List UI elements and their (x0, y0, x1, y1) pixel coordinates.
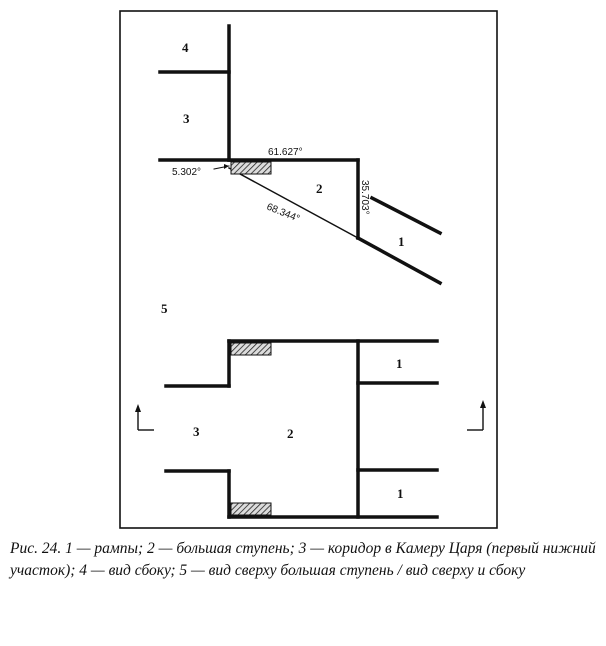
figure-caption: Рис. 24. 1 — рампы; 2 — большая ступень; 3 — коридор в Камеру Царя (первый нижний участок); 4 — вид сбоку; 5 — вид сверху большая ступень / вид сверху и сбоку (10, 540, 596, 579)
ramp-upper (372, 198, 440, 233)
hatched-block-bottom (231, 503, 271, 515)
side-label-1: 1 (398, 234, 405, 249)
top-label-1-upper: 1 (396, 356, 403, 371)
hatched-block-top (231, 343, 271, 355)
side-label-3: 3 (183, 111, 190, 126)
orientation-marker-right (467, 400, 486, 430)
measure-angle-small: 5.302° (172, 167, 202, 178)
measure-top-length: 61.627° (268, 147, 303, 158)
top-label-5: 5 (161, 301, 168, 316)
side-label-2: 2 (316, 181, 323, 196)
figure-frame (120, 11, 497, 528)
measure-vertical: 35.703° (359, 180, 370, 215)
side-label-4: 4 (182, 40, 189, 55)
top-label-3: 3 (193, 424, 200, 439)
slope-line (229, 168, 358, 238)
hatched-block-side (231, 162, 271, 174)
top-label-1-lower: 1 (397, 486, 404, 501)
orientation-marker-left (135, 404, 154, 430)
top-label-2: 2 (287, 426, 294, 441)
measure-slope: 68.344° (264, 201, 302, 225)
